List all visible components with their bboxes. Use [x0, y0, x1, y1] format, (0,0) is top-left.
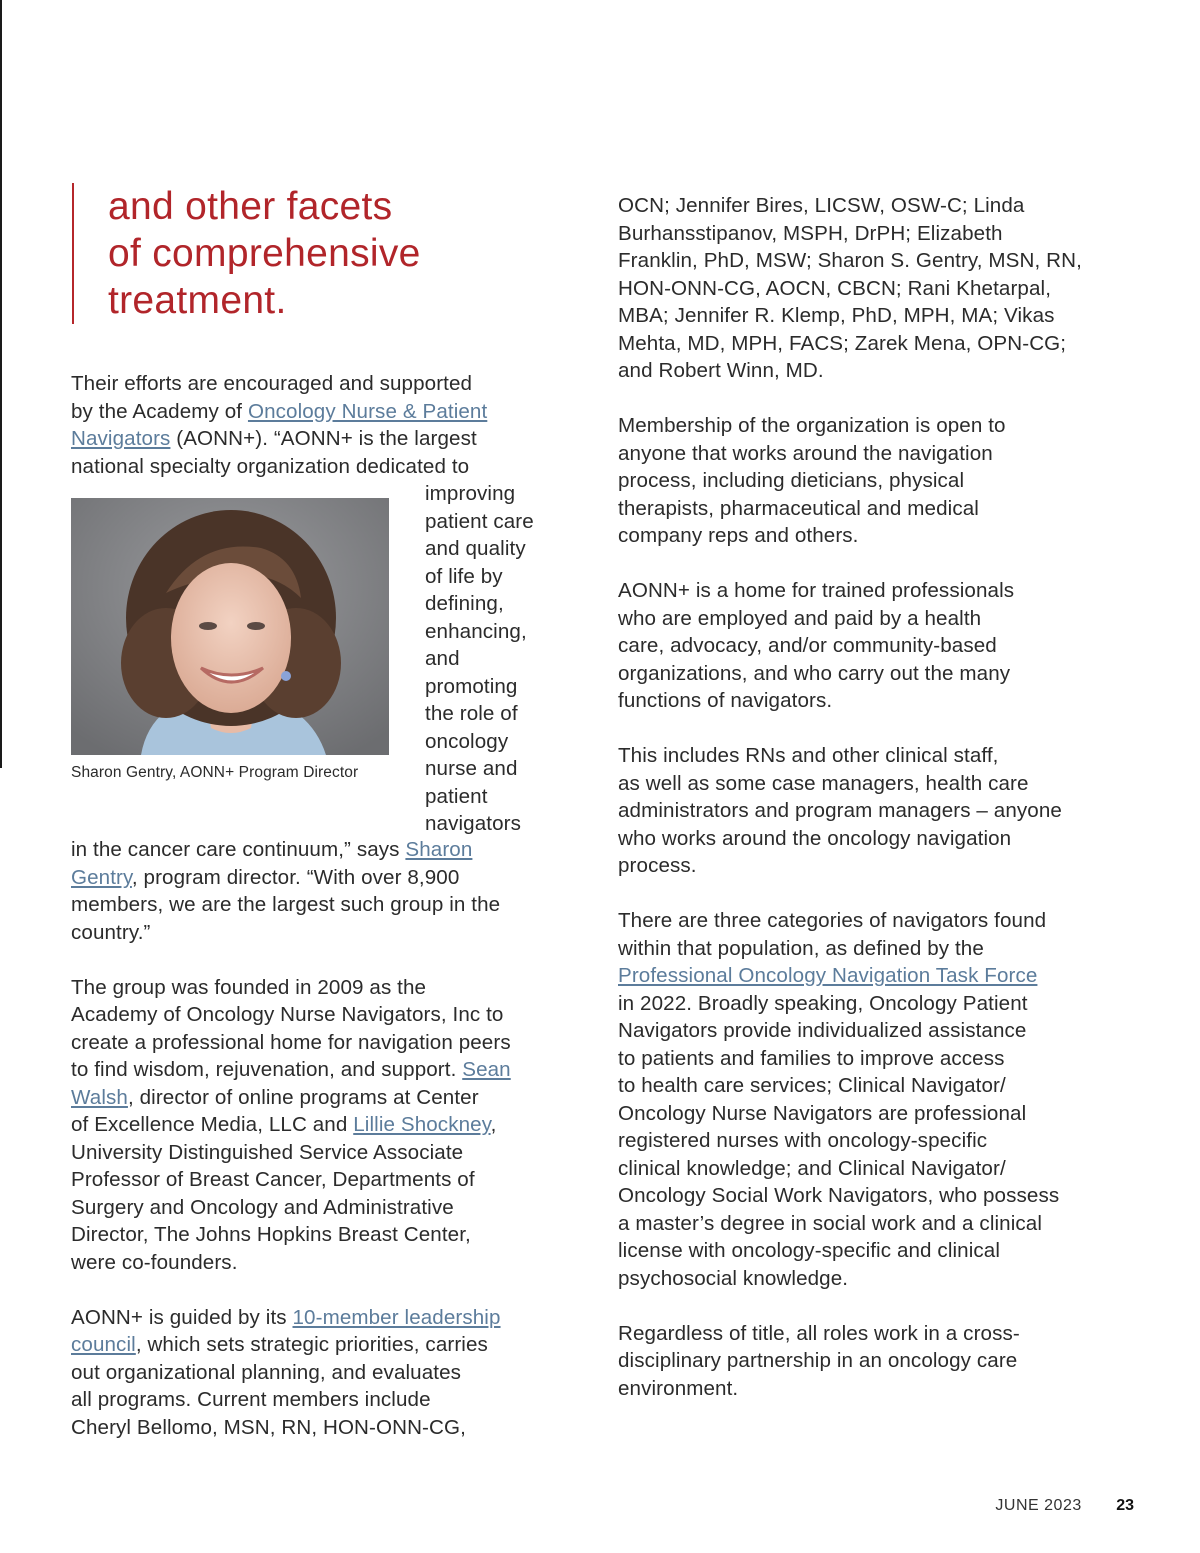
text-line: who are employed and paid by a health: [618, 606, 982, 630]
sharon-gentry-link-cont[interactable]: Gentry: [71, 865, 132, 889]
task-force-link[interactable]: Professional Oncology Navigation Task Force: [618, 964, 1038, 987]
text-line: Professor of Breast Cancer, Departments of: [71, 1168, 475, 1191]
text-line: were co-founders.: [71, 1250, 238, 1274]
text-line: disciplinary partnership in an oncology care: [618, 1349, 1018, 1372]
text-line: and Robert Winn, MD.: [618, 359, 824, 382]
text-line: nurse and: [425, 757, 518, 780]
pull-quote-line: and other facets: [108, 185, 393, 228]
text-line: country.”: [71, 920, 151, 944]
portrait-photo: [71, 498, 389, 755]
paragraph-aonn-intro: [71, 370, 591, 946]
paragraph-continuation: [71, 836, 591, 946]
text-fragment: in the cancer care continuum,” says: [71, 838, 406, 861]
page-footer: [995, 1497, 1134, 1515]
text-line: AONN+ is a home for trained professionals: [618, 579, 1015, 602]
paragraph-categories: [618, 907, 1138, 1292]
text-line: clinical knowledge; and Clinical Navigator/: [618, 1156, 1006, 1180]
text-fragment: , director of online programs at Center: [127, 1085, 479, 1109]
text-line: out organizational planning, and evaluates: [71, 1360, 462, 1384]
text-line: [71, 1111, 591, 1139]
lillie-shockney-link[interactable]: Lillie Shockney: [353, 1113, 491, 1136]
text-fragment: (AONN+). “AONN+ is the largest: [170, 427, 477, 450]
text-line: national specialty organization dedicated to: [71, 454, 470, 478]
text-line: Regardless of title, all roles work in a cross-: [618, 1321, 1020, 1345]
photo-caption: Sharon Gentry, AONN+ Program Director: [71, 764, 359, 781]
text-line: anyone that works around the navigation: [618, 441, 993, 465]
photo-wrap-block: [71, 480, 591, 836]
text-fragment: AONN+ is guided by its: [71, 1305, 293, 1329]
text-line: [71, 1056, 591, 1084]
text-line: functions of navigators.: [618, 689, 833, 712]
aonn-link-cont[interactable]: Navigators: [71, 427, 171, 450]
text-line: defining,: [425, 592, 504, 615]
text-line: within that population, as defined by the: [618, 936, 984, 960]
text-line: Director, The Johns Hopkins Breast Center,: [71, 1223, 471, 1246]
pull-quote: [72, 183, 548, 324]
text-line: [71, 425, 591, 453]
paragraph-membership: [618, 412, 1138, 550]
text-line: and quality: [425, 537, 526, 560]
page-edge-rule: [0, 0, 2, 768]
aonn-link[interactable]: Oncology Nurse & Patient: [247, 399, 488, 423]
text-line: as well as some case managers, health care: [618, 771, 1029, 795]
sean-walsh-link-cont[interactable]: Walsh: [71, 1085, 128, 1109]
text-line: create a professional home for navigation peers: [71, 1030, 511, 1054]
text-line: administrators and program managers – anyone: [618, 799, 1062, 822]
text-line: patient: [425, 784, 488, 808]
issue-date: JUNE 2023: [995, 1497, 1082, 1514]
text-line: improving: [425, 482, 516, 505]
text-line: [71, 836, 591, 864]
paragraph-regardless: [618, 1320, 1138, 1403]
text-line: enhancing,: [425, 619, 527, 643]
text-line: who works around the oncology navigation: [618, 826, 1012, 850]
text-line: patient care: [425, 509, 534, 533]
text-line: license with oncology-specific and clinical: [618, 1239, 1001, 1262]
text-fragment: ,: [490, 1113, 497, 1136]
text-line: Mehta, MD, MPH, FACS; Zarek Mena, OPN-CG;: [618, 331, 1067, 355]
text-line: Navigators provide individualized assistance: [618, 1019, 1027, 1042]
text-line: to health care services; Clinical Navigator/: [618, 1074, 1006, 1097]
text-line: Oncology Social Work Navigators, who possess: [618, 1184, 1060, 1207]
paragraph-home: [618, 577, 1138, 715]
text-line: promoting: [425, 674, 518, 698]
sean-walsh-link[interactable]: Sean: [462, 1058, 511, 1081]
text-line: a master’s degree in social work and a clinical: [618, 1211, 1043, 1235]
text-line: Surgery and Oncology and Administrative: [71, 1195, 454, 1219]
page-number: 23: [1116, 1497, 1134, 1514]
text-line: and: [425, 647, 460, 670]
text-line: [71, 398, 591, 426]
pull-quote-line: treatment.: [108, 279, 287, 322]
text-line: [618, 962, 1138, 990]
text-line: The group was founded in 2009 as the: [71, 975, 427, 999]
left-column: [71, 370, 591, 1469]
text-line: Burhansstipanov, MSPH, DrPH; Elizabeth: [618, 221, 1003, 245]
text-line: [71, 1304, 591, 1332]
text-line: members, we are the largest such group in the: [71, 893, 501, 916]
right-column: [618, 192, 1138, 1430]
paragraph-council-members: [618, 192, 1138, 385]
text-line: [71, 1331, 591, 1359]
text-line: to patients and families to improve access: [618, 1046, 1005, 1070]
text-line: This includes RNs and other clinical staff,: [618, 744, 999, 767]
text-line: all programs. Current members include: [71, 1388, 431, 1411]
text-line: psychosocial knowledge.: [618, 1266, 849, 1290]
text-line: HON-ONN-CG, AOCN, CBCN; Rani Khetarpal,: [618, 276, 1052, 300]
text-line: Franklin, PhD, MSW; Sharon S. Gentry, MSN, RN,: [618, 249, 1082, 272]
leadership-council-link[interactable]: 10-member leadership: [292, 1305, 501, 1329]
text-line: environment.: [618, 1376, 739, 1400]
text-line: oncology: [425, 729, 509, 753]
text-fragment: by the Academy of: [71, 399, 248, 423]
text-line: the role of: [425, 702, 518, 725]
wrapped-text: [425, 480, 534, 838]
text-fragment: , program director. “With over 8,900: [131, 865, 460, 889]
text-line: organizations, and who carry out the many: [618, 661, 1011, 685]
leadership-council-link-cont[interactable]: council: [71, 1333, 136, 1356]
paragraph-includes: [618, 742, 1138, 880]
pull-quote-line: of comprehensive: [108, 232, 421, 275]
text-line: registered nurses with oncology-specific: [618, 1129, 988, 1152]
paragraph-leadership: [71, 1304, 591, 1442]
text-line: of life by: [425, 564, 503, 588]
text-line: MBA; Jennifer R. Klemp, PhD, MPH, MA; Vikas: [618, 304, 1055, 327]
text-line: therapists, pharmaceutical and medical: [618, 496, 979, 520]
text-line: [71, 1084, 591, 1112]
text-line: Cheryl Bellomo, MSN, RN, HON-ONN-CG,: [71, 1415, 466, 1439]
text-line: Oncology Nurse Navigators are professional: [618, 1101, 1027, 1125]
text-line: company reps and others.: [618, 524, 859, 547]
text-line: Their efforts are encouraged and supported: [71, 372, 473, 395]
paragraph-founding: [71, 974, 591, 1277]
text-line: University Distinguished Service Associate: [71, 1140, 464, 1164]
text-line: Membership of the organization is open to: [618, 414, 1006, 437]
text-line: OCN; Jennifer Bires, LICSW, OSW-C; Linda: [618, 194, 1025, 217]
text-fragment: of Excellence Media, LLC and: [71, 1113, 354, 1136]
text-fragment: to find wisdom, rejuvenation, and support.: [71, 1058, 463, 1081]
portrait-illustration: [71, 498, 389, 755]
text-line: process, including dieticians, physical: [618, 469, 965, 492]
sharon-gentry-link[interactable]: Sharon: [405, 838, 473, 861]
text-line: [71, 864, 591, 892]
text-line: in 2022. Broadly speaking, Oncology Patient: [618, 991, 1028, 1015]
text-line: care, advocacy, and/or community-based: [618, 634, 997, 657]
text-line: navigators: [425, 812, 522, 835]
text-line: Academy of Oncology Nurse Navigators, Inc to: [71, 1003, 504, 1026]
text-line: There are three categories of navigators found: [618, 909, 1047, 932]
text-fragment: , which sets strategic priorities, carries: [135, 1333, 488, 1356]
text-line: process.: [618, 854, 697, 877]
